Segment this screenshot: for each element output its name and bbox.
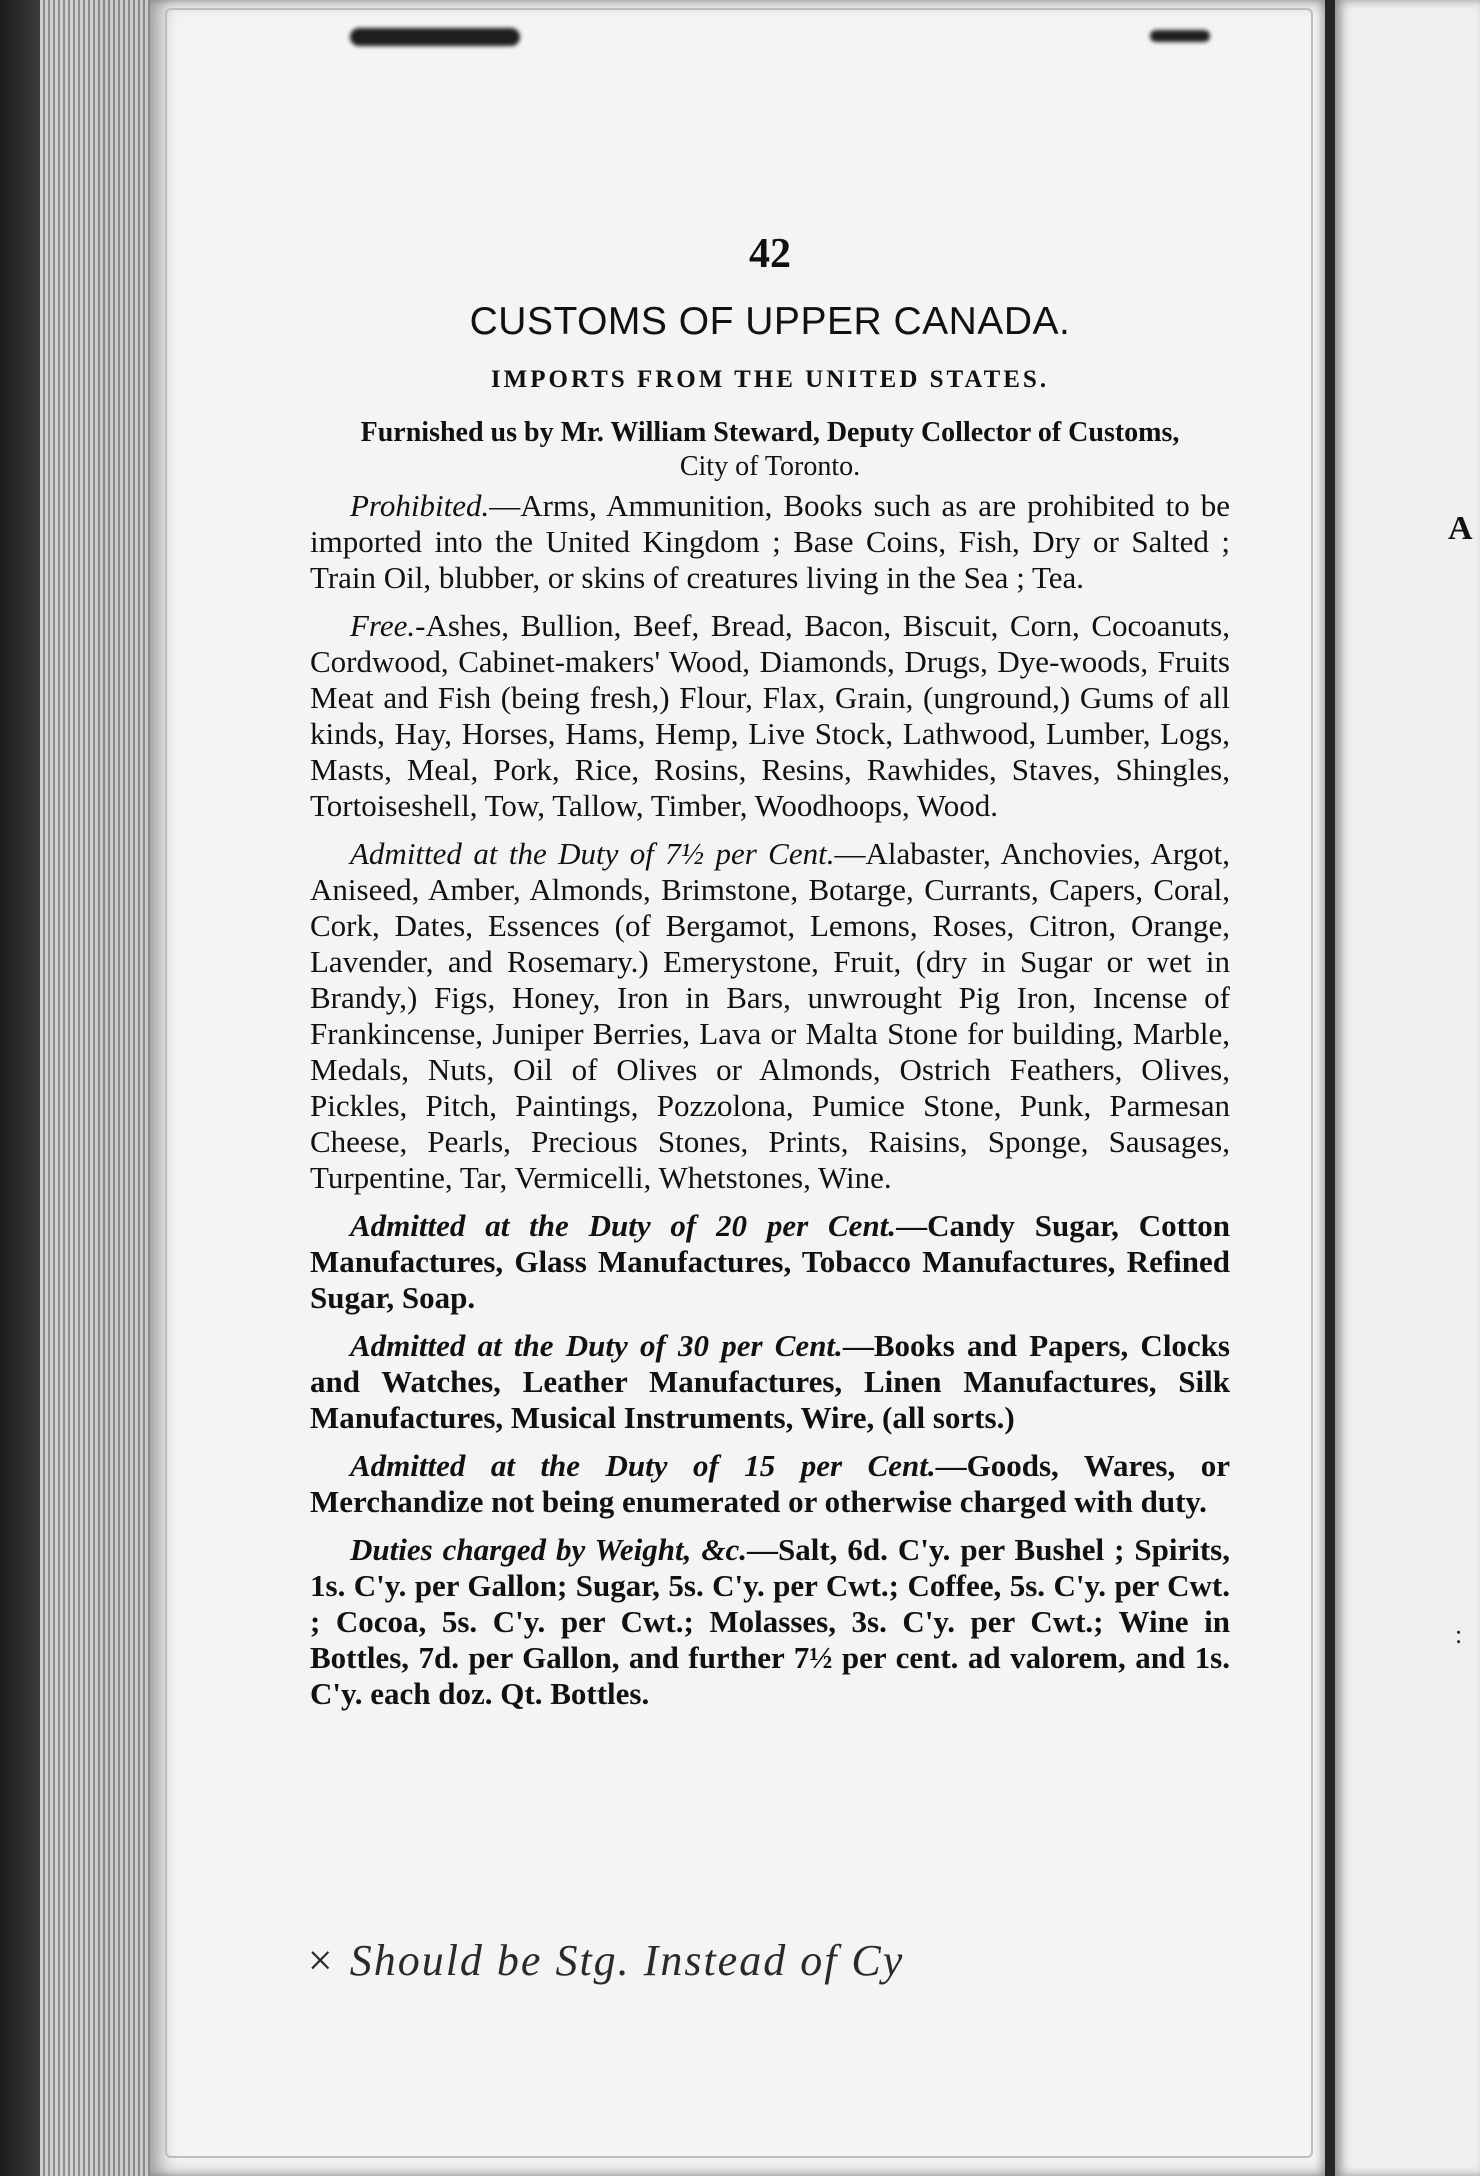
page-edges (40, 0, 160, 2176)
section-lead: Free. (350, 608, 416, 643)
facing-page-fragment: A (1448, 510, 1473, 547)
section-text: —Books and Papers, Clocks and Watches, Leather Manufactures, Linen Manufactures, Silk Manufactures, Musical Instruments, Wire, (all sorts.) (310, 1328, 1230, 1435)
section-duty-15 (310, 1448, 1230, 1520)
facing-page (1335, 0, 1480, 2176)
top-smudge-left (350, 28, 520, 46)
section-lead: Admitted at the Duty of 15 per Cent. (350, 1448, 936, 1483)
facing-page-dots: : (1455, 1620, 1463, 1649)
page-number: 42 (749, 231, 791, 277)
section-free (310, 608, 1230, 824)
top-smudge-right (1150, 30, 1210, 42)
handwritten-annotation: × Should be Stg. Instead of Cy (305, 1936, 905, 1985)
section-duty-7-half (310, 836, 1230, 1196)
section-text: —Goods, Wares, or Merchandize not being enumerated or otherwise charged with duty. (310, 1448, 1230, 1519)
section-text: —Arms, Ammunition, Books such as are prohibited to be imported into the United Kingdom ; Base Coins, Fish, Dry or Salted ; Train Oil, blubber, or skins of creatures living in the Sea ; Tea. (310, 488, 1230, 595)
section-lead: Admitted at the Duty of 30 per Cent. (350, 1328, 843, 1363)
section-lead: Admitted at the Duty of 20 per Cent. (350, 1208, 897, 1243)
page-title: CUSTOMS OF UPPER CANADA. (469, 300, 1071, 343)
section-text: -Ashes, Bullion, Beef, Bread, Bacon, Biscuit, Corn, Cocoanuts, Cordwood, Cabinet-makers' Wood, Diamonds, Drugs, Dye-woods, Fruits Meat and Fish (being fresh,) Flour, Flax, Grain, (unground,) Gums of all kinds, Hay, Horses, Hams, Hemp, Live Stock, Lathwood, Lumber, Logs, Masts, Meal, Pork, Rice, Rosins, Resins, Rawhides, Staves, Shingles, Tortoiseshell, Tow, Tallow, Timber, Woodhoops, Wood. (310, 608, 1230, 823)
section-prohibited (310, 488, 1230, 596)
section-duties-weight (310, 1532, 1230, 1712)
section-text: —Candy Sugar, Cotton Manufactures, Glass Manufactures, Tobacco Manufactures, Refined Sugar, Soap. (310, 1208, 1230, 1315)
credit-line: Furnished us by Mr. William Steward, Deputy Collector of Customs, (360, 417, 1180, 448)
section-duty-20 (310, 1208, 1230, 1316)
section-lead: Admitted at the Duty of 7½ per Cent. (350, 836, 835, 871)
section-lead: Prohibited. (350, 488, 490, 523)
section-text: —Alabaster, Anchovies, Argot, Aniseed, Amber, Almonds, Brimstone, Botarge, Currants, Capers, Coral, Cork, Dates, Essences (of Bergamot, Lemons, Roses, Citron, Orange, Lavender, and Rosemary.) Emerystone, Fruit, (dry in Sugar or wet in Brandy,) Figs, Honey, Iron in Bars, unwrought Pig Iron, Incense of Frankincense, Juniper Berries, Lava or Malta Stone for building, Marble, Medals, Nuts, Oil of Olives or Almonds, Ostrich Feathers, Olives, Pickles, Pitch, Paintings, Pozzolona, Pumice Stone, Punk, Parmesan Cheese, Pearls, Precious Stones, Prints, Raisins, Sponge, Sausages, Turpentine, Tar, Vermicelli, Whetstones, Wine. (310, 836, 1231, 1195)
page-content (310, 230, 1230, 1724)
section-duty-30 (310, 1328, 1230, 1436)
section-lead: Duties charged by Weight, &c. (350, 1532, 747, 1567)
page-subtitle: IMPORTS FROM THE UNITED STATES. (490, 366, 1050, 393)
credit-city: City of Toronto. (679, 451, 861, 482)
section-text: —Salt, 6d. C'y. per Bushel ; Spirits, 1s. C'y. per Gallon; Sugar, 5s. C'y. per Cwt.; Coffee, 5s. C'y. per Cwt. ; Cocoa, 5s. C'y. per Cwt.; Molasses, 3s. C'y. per Cwt.; Wine in Bottles, 7d. per Gallon, and further 7½ per cent. ad valorem, and 1s. C'y. each doz. Qt. Bottles. (310, 1532, 1230, 1711)
